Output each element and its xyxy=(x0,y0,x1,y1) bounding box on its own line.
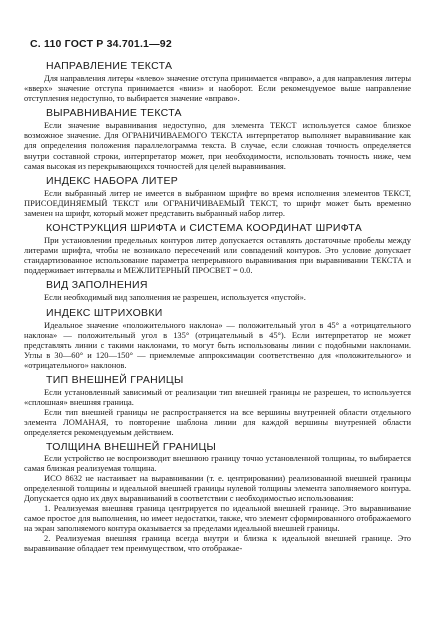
paragraph: 1. Реализуемая внешняя граница центрируется по идеальной внешней границе. Это выравнивание самое простое для выполнения, но имеет недостатки, также, что элемент сформированного отображаемого на экран заполняемого контура оказывается за пределами идеальной внешней границы. xyxy=(24,502,411,533)
page-header: С. 110 ГОСТ Р 34.701.1—92 xyxy=(30,38,172,50)
paragraph: 2. Реализуемая внешняя граница всегда внутри и близка к идеальной внешней границе. Это выравнивание обладает тем преимуществом, что отображае- xyxy=(24,532,411,553)
section-font-design xyxy=(24,222,411,275)
section-heading: ИНДЕКС ШТРИХОВКИ xyxy=(46,306,163,319)
section-heading: ТИП ВНЕШНЕЙ ГРАНИЦЫ xyxy=(46,373,184,386)
section-interior-style xyxy=(24,279,411,302)
paragraph: Если необходимый вид заполнения не разрешен, используется «пустой». xyxy=(44,292,306,303)
section-heading: ИНДЕКС НАБОРА ЛИТЕР xyxy=(46,174,179,187)
paragraph: Для направления литеры «влево» значение отступа принимается «вправо», а для направления литеры «вверх» значение отступа принимается «вниз» и наоборот. Если рекомендуемое выше направление отступления недоступно, то выбирается значение «вправо». xyxy=(24,73,411,104)
paragraph: Если устройство не воспроизводит внешнюю границу точно установленной толщины, то выбирается самая близкая реализуемая толщина. xyxy=(24,453,411,474)
paragraph: Идеальное значение «положительного наклона» — положительный угол в 45° а «отрицательного наклона» — положительный угол в 135° (отрицательный в 45°). Если интерпретатор не может представлять линии с такими наклонами, то могут быть использованы линии с подобными наклонами. Углы в 30—60° и 120—150° — приемлемые аппроксимации соответственно для «положительного» и «отрицательного» наклонов. xyxy=(24,319,411,370)
paragraph: Если значение выравнивания недоступно, для элемента ТЕКСТ используется самое близкое возможное значение. Для ОГРАНИЧИВАЕМОГО ТЕКСТА интерпретатор выполняет выравнивание как для определения положения параллелограмма текста. В случае, если сложная точность определяется внутри составной строки, интерпретатор может, при необходимости, использовать точность ниже, чем самая высокая из перекрывающихся точностей для целей выравнивания. xyxy=(24,120,411,171)
section-edge-width xyxy=(24,441,411,553)
paragraph: Если установленный зависимый от реализации тип внешней границы не разрешен, то используется «сплошная» внешняя граница. xyxy=(24,386,411,408)
section-heading: КОНСТРУКЦИЯ ШРИФТА и СИСТЕМА КООРДИНАТ ШРИФТА xyxy=(46,222,363,235)
section-heading: ВЫРАВНИВАНИЕ ТЕКСТА xyxy=(46,107,182,120)
paragraph: Если тип внешней границы не распространяется на все вершины внутренней области отдельного элемента ЛОМАНАЯ, то повторение шаблона линии для каждой вершины внутренней области определяется рекомендуемым действием. xyxy=(24,407,411,438)
section-character-set-index xyxy=(24,175,411,218)
paragraph: При установлении предельных контуров литер допускается оставлять достаточные пробелы между литерами шрифта, чтобы не возникало пересечений или совпадений контуров. Это условие допускает стандартизованное использование параметра непрерывного выравнивания при выравнивании ТЕКСТА и поддерживает интервалы и МЕЖЛИТЕРНЫЙ ПРОСВЕТ = 0.0. xyxy=(24,235,411,276)
section-heading: НАПРАВЛЕНИЕ ТЕКСТА xyxy=(46,60,173,72)
section-heading: ВИД ЗАПОЛНЕНИЯ xyxy=(46,279,148,292)
section-text-path xyxy=(24,60,411,103)
section-text-alignment xyxy=(24,107,411,170)
section-heading: ТОЛЩИНА ВНЕШНЕЙ ГРАНИЦЫ xyxy=(46,441,217,454)
section-hatch-index xyxy=(24,307,411,370)
section-edge-type xyxy=(24,374,411,437)
paragraph: Если выбранный литер не имеется в выбранном шрифте во время исполнения элементов ТЕКСТ, ПРИСОЕДИНЯЕМЫЙ ТЕКСТ или ОГРАНИЧИВАЕМЫЙ ТЕКСТ, то шрифт может быть временно заменен на шрифт, который может представить выбранный набор литер. xyxy=(24,187,411,218)
paragraph: ИСО 8632 не настаивает на выравнивании (т. е. центрировании) реализованной внешней границы определенной толщины и идеальной внешней границы нулевой толщины элемента заполняемого контура. Допускается одно их двух выравниваний в соответствии с необходимостью использования: xyxy=(24,473,411,504)
